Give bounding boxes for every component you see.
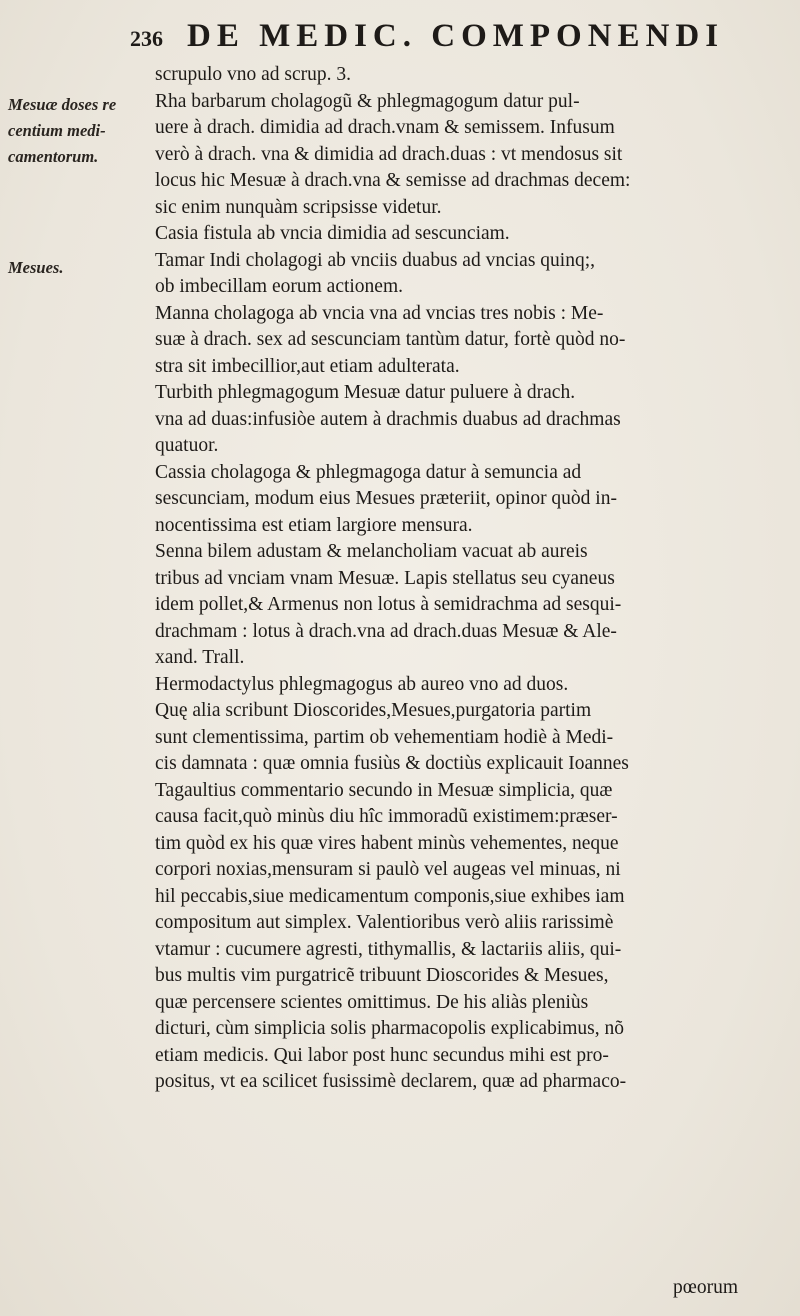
text-line: Tamar Indi cholagogi ab vnciis duabus ad vncias quinq;, [155,249,595,271]
text-line: Casia fistula ab vncia dimidia ad sescunciam. [155,223,510,244]
text-line: xand. Trall. [155,647,245,668]
text-line: verò à drach. vna & dimidia ad drach.duas : vt mendosus sit [155,143,623,165]
text-line: vtamur : cucumere agresti, tithymallis, & lactariis aliis, qui- [155,938,622,960]
page-header [130,18,770,62]
text-line: stra sit imbecillior,aut etiam adulterata. [155,355,460,377]
text-line: quatuor. [155,435,219,456]
text-line: sic enim nunquàm scripsisse videtur. [155,196,442,218]
text-line: idem pollet,& Armenus non lotus à semidrachma ad sesqui- [155,594,622,615]
text-line: corpori noxias,mensuram si paulò vel augeas vel minuas, ni [155,859,621,880]
text-line: Quę alia scribunt Dioscorides,Mesues,purgatoria partim [155,700,592,721]
text-line: Cassia cholagoga & phlegmagoga datur à semuncia ad [155,461,582,483]
text-line: tim quòd ex his quæ vires habent minùs vehementes, neque [155,832,619,854]
marginal-note-line: Mesuæ doses re [8,95,117,114]
text-line: locus hic Mesuæ à drach.vna & semisse ad drachmas decem: [155,170,631,191]
body-text [155,62,763,1096]
text-line: uere à drach. dimidia ad drach.vnam & semissem. Infusum [155,117,615,138]
text-line: Senna bilem adustam & melancholiam vacuat ab aureis [155,541,588,562]
text-line: tribus ad vnciam vnam Mesuæ. Lapis stellatus seu cyaneus [155,567,615,589]
text-line: scrupulo vno ad scrup. 3. [155,64,352,85]
text-line: Turbith phlegmagogum Mesuæ datur puluere à drach. [155,382,576,403]
page-number: 236 [130,26,163,51]
text-line: Tagaultius commentario secundo in Mesuæ simplicia, quæ [155,779,613,801]
marginal-note [8,255,148,281]
text-line: cis damnata : quæ omnia fusiùs & doctiùs explicauit Ioannes [155,753,629,774]
marginal-note-line: centium medi- [8,121,106,140]
running-title: DE MEDIC. COMPONENDI [187,18,725,54]
text-line: bus multis vim purgatricẽ tribuunt Dioscorides & Mesues, [155,965,609,986]
text-line: Manna cholagoga ab vncia vna ad vncias tres nobis : Me- [155,302,604,324]
marginal-note-line: camentorum. [8,147,99,166]
text-line: causa facit,quò minùs diu hîc immoradũ existimem:præser- [155,806,618,827]
text-line: sunt clementissima, partim ob vehementiam hodiè à Medi- [155,726,614,748]
text-line: suæ à drach. sex ad sescunciam tantùm datur, fortè quòd no- [155,329,626,350]
text-line: hil peccabis,siue medicamentum componis,siue exhibes iam [155,885,625,907]
text-line: nocentissima est etiam largiore mensura. [155,514,473,536]
text-line: sescunciam, modum eius Mesues præteriit, opinor quòd in- [155,488,617,509]
text-line: vna ad duas:infusiòe autem à drachmis duabus ad drachmas [155,408,621,430]
catchword: pœorum [673,1277,738,1298]
text-line: etiam medicis. Qui labor post hunc secundus mihi est pro- [155,1044,609,1066]
marginal-note [8,92,148,170]
text-line: quæ percensere scientes omittimus. De his aliàs pleniùs [155,991,589,1013]
text-line: drachmam : lotus à drach.vna ad drach.duas Mesuæ & Ale- [155,620,617,642]
text-line: dicturi, cùm simplicia solis pharmacopolis explicabimus, nõ [155,1018,624,1039]
text-line: compositum aut simplex. Valentioribus verò aliis rarissimè [155,912,614,933]
text-line: Rha barbarum cholagogũ & phlegmagogum datur pul- [155,90,580,112]
text-line: Hermodactylus phlegmagogus ab aureo vno ad duos. [155,673,569,695]
text-line: positus, vt ea scilicet fusissimè declarem, quæ ad pharmaco- [155,1071,627,1092]
text-line: ob imbecillam eorum actionem. [155,276,404,297]
marginal-note-line: Mesues. [8,258,64,277]
